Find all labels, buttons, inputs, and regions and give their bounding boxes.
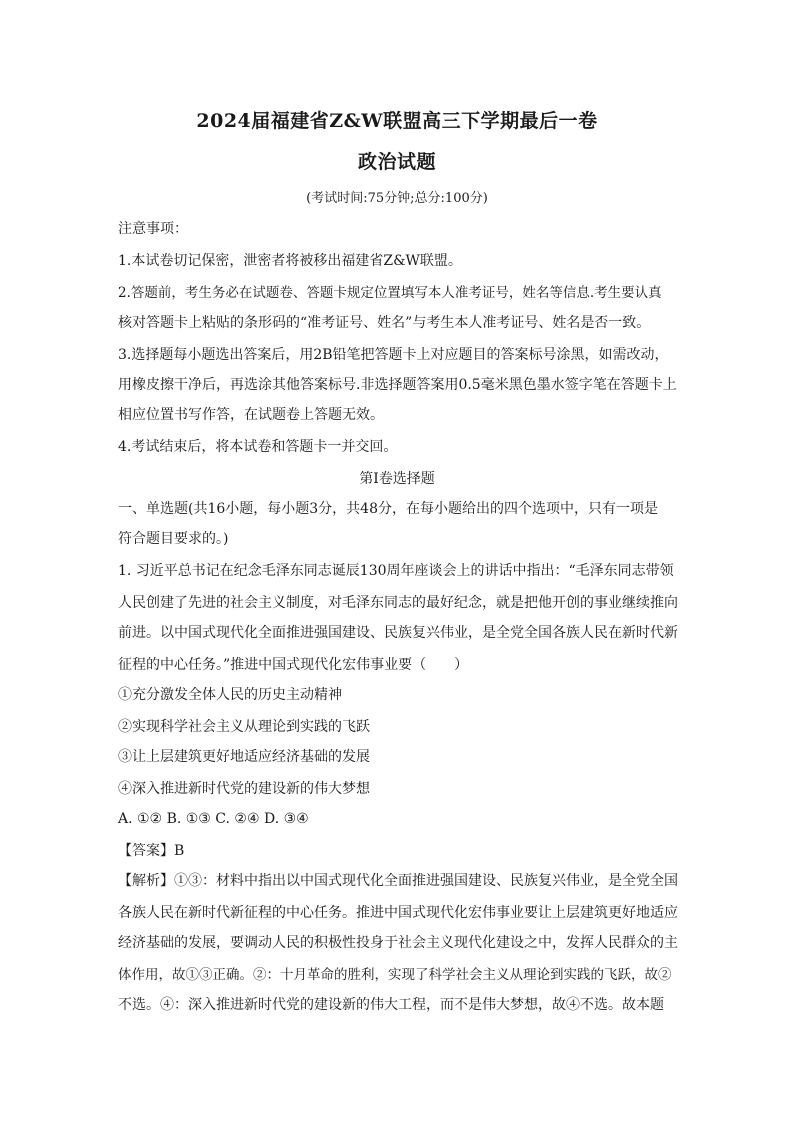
question-stem: 1. 习近平总书记在纪念毛泽东同志诞辰130周年座谈会上的讲话中指出：“毛泽东同志带领 [118, 563, 674, 579]
notice-line: 2.答题前，考生务必在试题卷、答题卡规定位置填写本人准考证号，姓名等信息.考生要认真 [118, 285, 662, 301]
question-stem: 人民创建了先进的社会主义制度，对毛泽东同志的最好纪念，就是把他开创的事业继续推向 [118, 595, 678, 611]
analysis-line: 不选。④：深入推进新时代党的建设新的伟大工程，而不是伟大梦想，故④不选。故本题 [118, 997, 664, 1013]
notice-heading: 注意事项： [118, 221, 188, 237]
notice-line: 3.选择题每小题选出答案后，用2B铅笔把答题卡上对应题目的答案标号涂黑，如需改动， [118, 347, 669, 363]
question-option: ③让上层建筑更好地适应经济基础的发展 [118, 749, 370, 765]
question-stem: 前进。以中国式现代化全面推进强国建设、民族复兴伟业，是全党全国各族人民在新时代新 [118, 625, 678, 641]
exam-title: 2024届福建省Z&W联盟高三下学期最后一卷 [196, 110, 598, 132]
question-option: ④深入推进新时代党的建设新的伟大梦想 [118, 781, 370, 797]
notice-line: 用橡皮擦干净后，再选涂其他答案标号.非选择题答案用0.5毫米黑色墨水签字笔在答题卡上 [118, 377, 677, 393]
question-option: ②实现科学社会主义从理论到实践的飞跃 [118, 719, 370, 735]
section-intro: 符合题目要求的。) [118, 531, 229, 547]
notice-line: 相应位置书写作答，在试题卷上答题无效。 [118, 407, 384, 423]
analysis-line: 各族人民在新时代新征程的中心任务。推进中国式现代化宏伟事业要让上层建筑更好地适应 [118, 905, 678, 921]
question-stem: 征程的中心任务。”推进中国式现代化宏伟事业要（ ） [118, 657, 469, 673]
notice-line: 4.考试结束后，将本试卷和答题卡一并交回。 [118, 439, 398, 455]
answer-label: 【答案】B [118, 843, 185, 859]
analysis-line: 经济基础的发展，要调动人民的积极性投身于社会主义现代化建设之中，发挥人民群众的主 [118, 935, 678, 951]
section-intro: 一、单选题(共16小题，每小题3分，共48分，在每小题给出的四个选项中，只有一项是 [118, 501, 658, 517]
analysis-line: 【解析】①③：材料中指出以中国式现代化全面推进强国建设、民族复兴伟业，是全党全国 [118, 873, 678, 889]
subject-title: 政治试题 [357, 151, 436, 173]
answer-choices: A. ①② B. ①③ C. ②④ D. ③④ [118, 811, 309, 827]
notice-line: 核对答题卡上粘贴的条形码的“准考证号、姓名”与考生本人准考证号、姓名是否一致。 [118, 315, 651, 331]
analysis-line: 体作用，故①③正确。②：十月革命的胜利，实现了科学社会主义从理论到实践的飞跃，故② [118, 967, 672, 983]
notice-line: 1.本试卷切记保密，泄密者将被移出福建省Z&W联盟。 [118, 253, 462, 269]
exam-info: (考试时间:75分钟;总分:100分) [306, 191, 488, 206]
section-title: 第Ⅰ卷选择题 [359, 471, 435, 487]
question-option: ①充分激发全体人民的历史主动精神 [118, 687, 342, 703]
